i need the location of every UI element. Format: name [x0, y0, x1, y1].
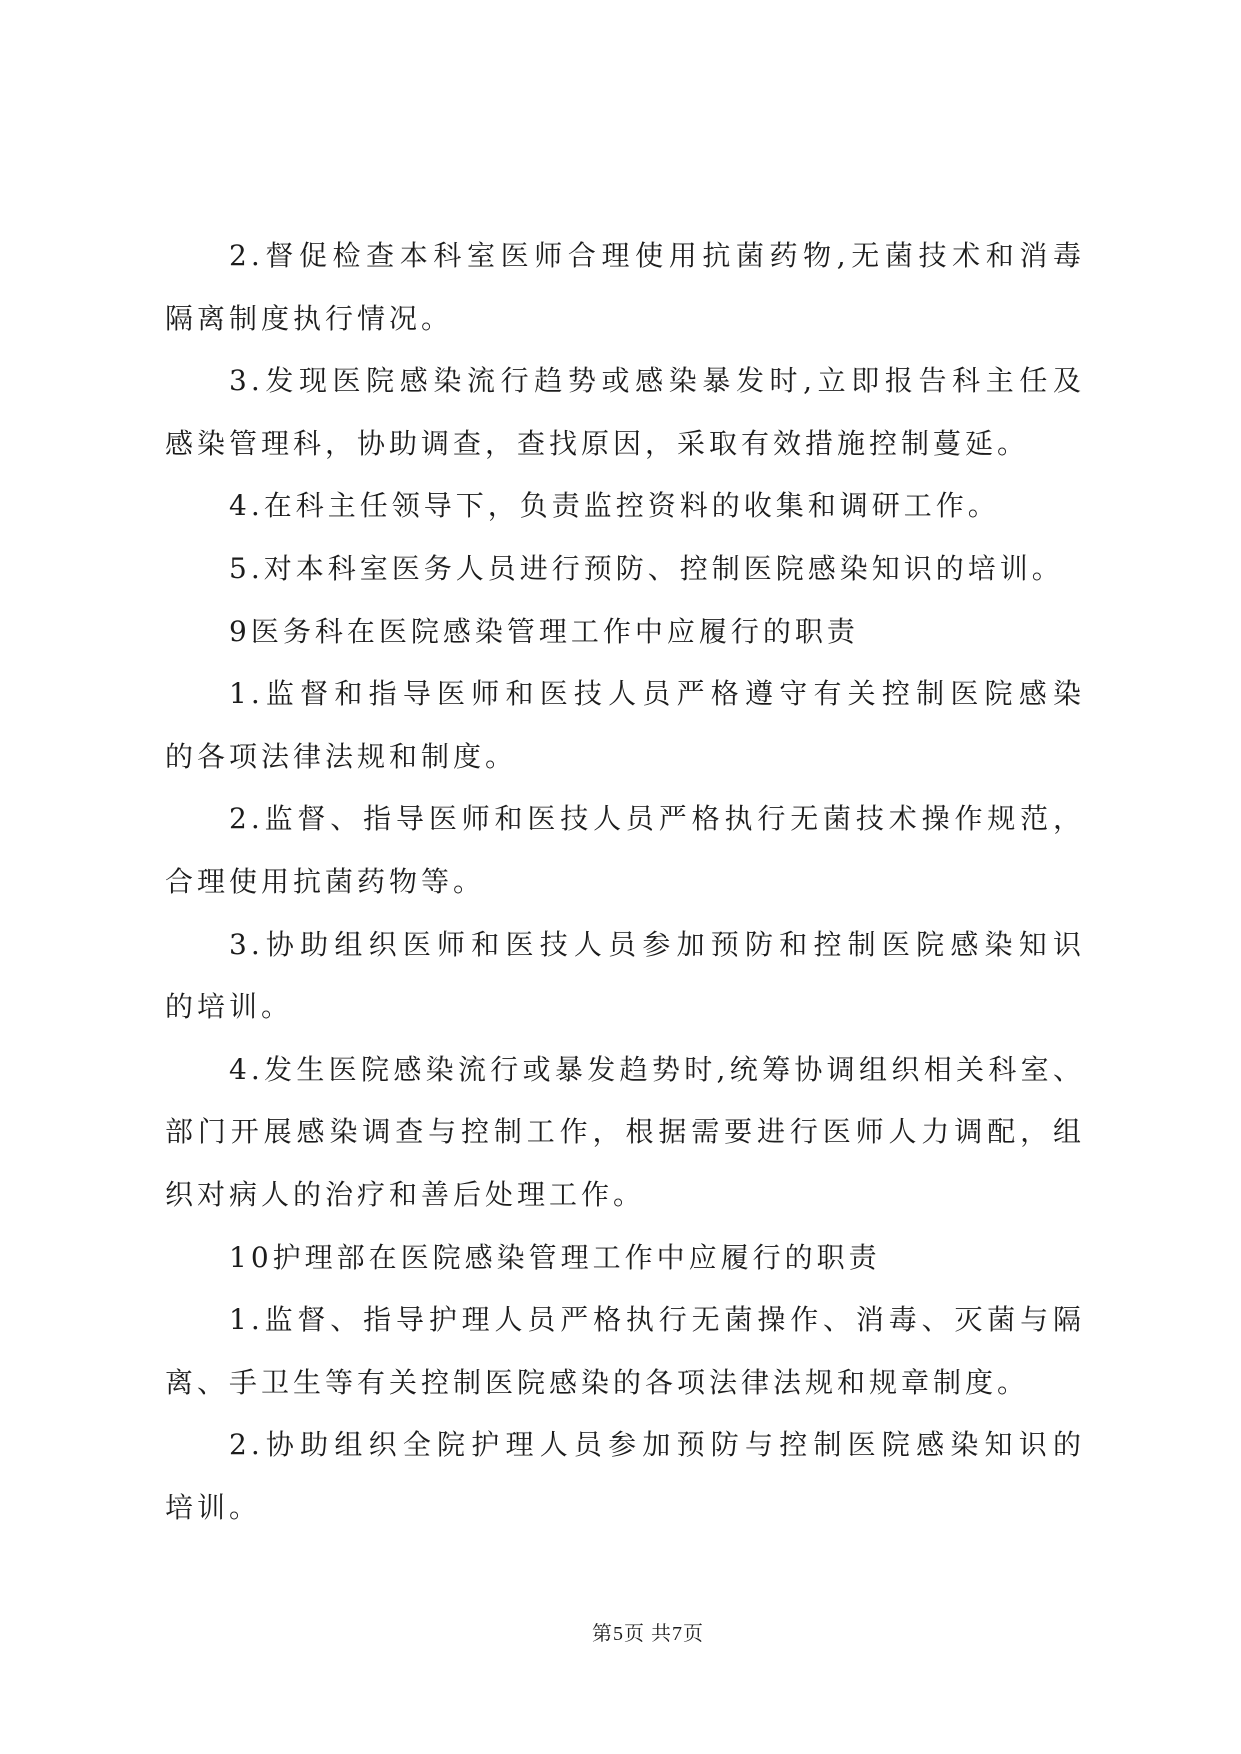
text-line: 离、手卫生等有关控制医院感染的各项法律法规和规章制度。: [165, 1365, 1030, 1399]
text-line: 的培训。: [165, 990, 294, 1024]
text-line: 4.发生医院感染流行或暴发趋势时,统筹协调组织相关科室、: [229, 1052, 1085, 1086]
text-line: 1.监督和指导医师和医技人员严格遵守有关控制医院感染: [229, 677, 1085, 711]
text-line: 合理使用抗菌药物等。: [165, 864, 486, 898]
text-line: 2.督促检查本科室医师合理使用抗菌药物,无菌技术和消毒: [229, 239, 1085, 272]
paragraph: [165, 1289, 1085, 1414]
paragraph: [165, 914, 1085, 1039]
text-line: 感染管理科，协助调查，查找原因，采取有效措施控制蔓延。: [165, 426, 1030, 460]
paragraph: [165, 350, 1085, 475]
text-line: 部门开展感染调查与控制工作，根据需要进行医师人力调配，组: [165, 1115, 1085, 1149]
text-line: 5.对本科室医务人员进行预防、控制医院感染知识的培训。: [229, 551, 1064, 585]
paragraph: [165, 788, 1085, 913]
paragraph: [165, 475, 1085, 538]
section-heading-text: 9医务科在医院感染管理工作中应履行的职责: [229, 614, 859, 648]
section-heading: [165, 601, 1085, 664]
text-line: 3.发现医院感染流行趋势或感染暴发时,立即报告科主任及: [229, 364, 1085, 398]
text-line: 织对病人的治疗和善后处理工作。: [165, 1177, 646, 1211]
section-heading: [165, 1227, 1085, 1290]
section-heading-text: 10护理部在医院感染管理工作中应履行的职责: [229, 1240, 881, 1274]
document-body: [165, 225, 1085, 1539]
paragraph: [165, 225, 1085, 350]
text-line: 2.监督、指导医师和医技人员严格执行无菌技术操作规范，: [229, 802, 1085, 836]
text-line: 的各项法律法规和制度。: [165, 739, 518, 773]
text-line: 培训。: [165, 1490, 262, 1524]
text-line: 1.监督、指导护理人员严格执行无菌操作、消毒、灭菌与隔: [229, 1303, 1085, 1337]
paragraph: [165, 1039, 1085, 1227]
page-number-footer: 第5页 共7页: [592, 1623, 704, 1645]
paragraph: [165, 663, 1085, 788]
paragraph: [165, 538, 1085, 601]
text-line: 3.协助组织医师和医技人员参加预防和控制医院感染知识: [229, 927, 1085, 961]
text-line: 2.协助组织全院护理人员参加预防与控制医院感染知识的: [229, 1428, 1085, 1462]
text-line: 4.在科主任领导下，负责监控资料的收集和调研工作。: [229, 489, 1000, 523]
paragraph: [165, 1414, 1085, 1539]
text-line: 隔离制度执行情况。: [165, 301, 454, 335]
